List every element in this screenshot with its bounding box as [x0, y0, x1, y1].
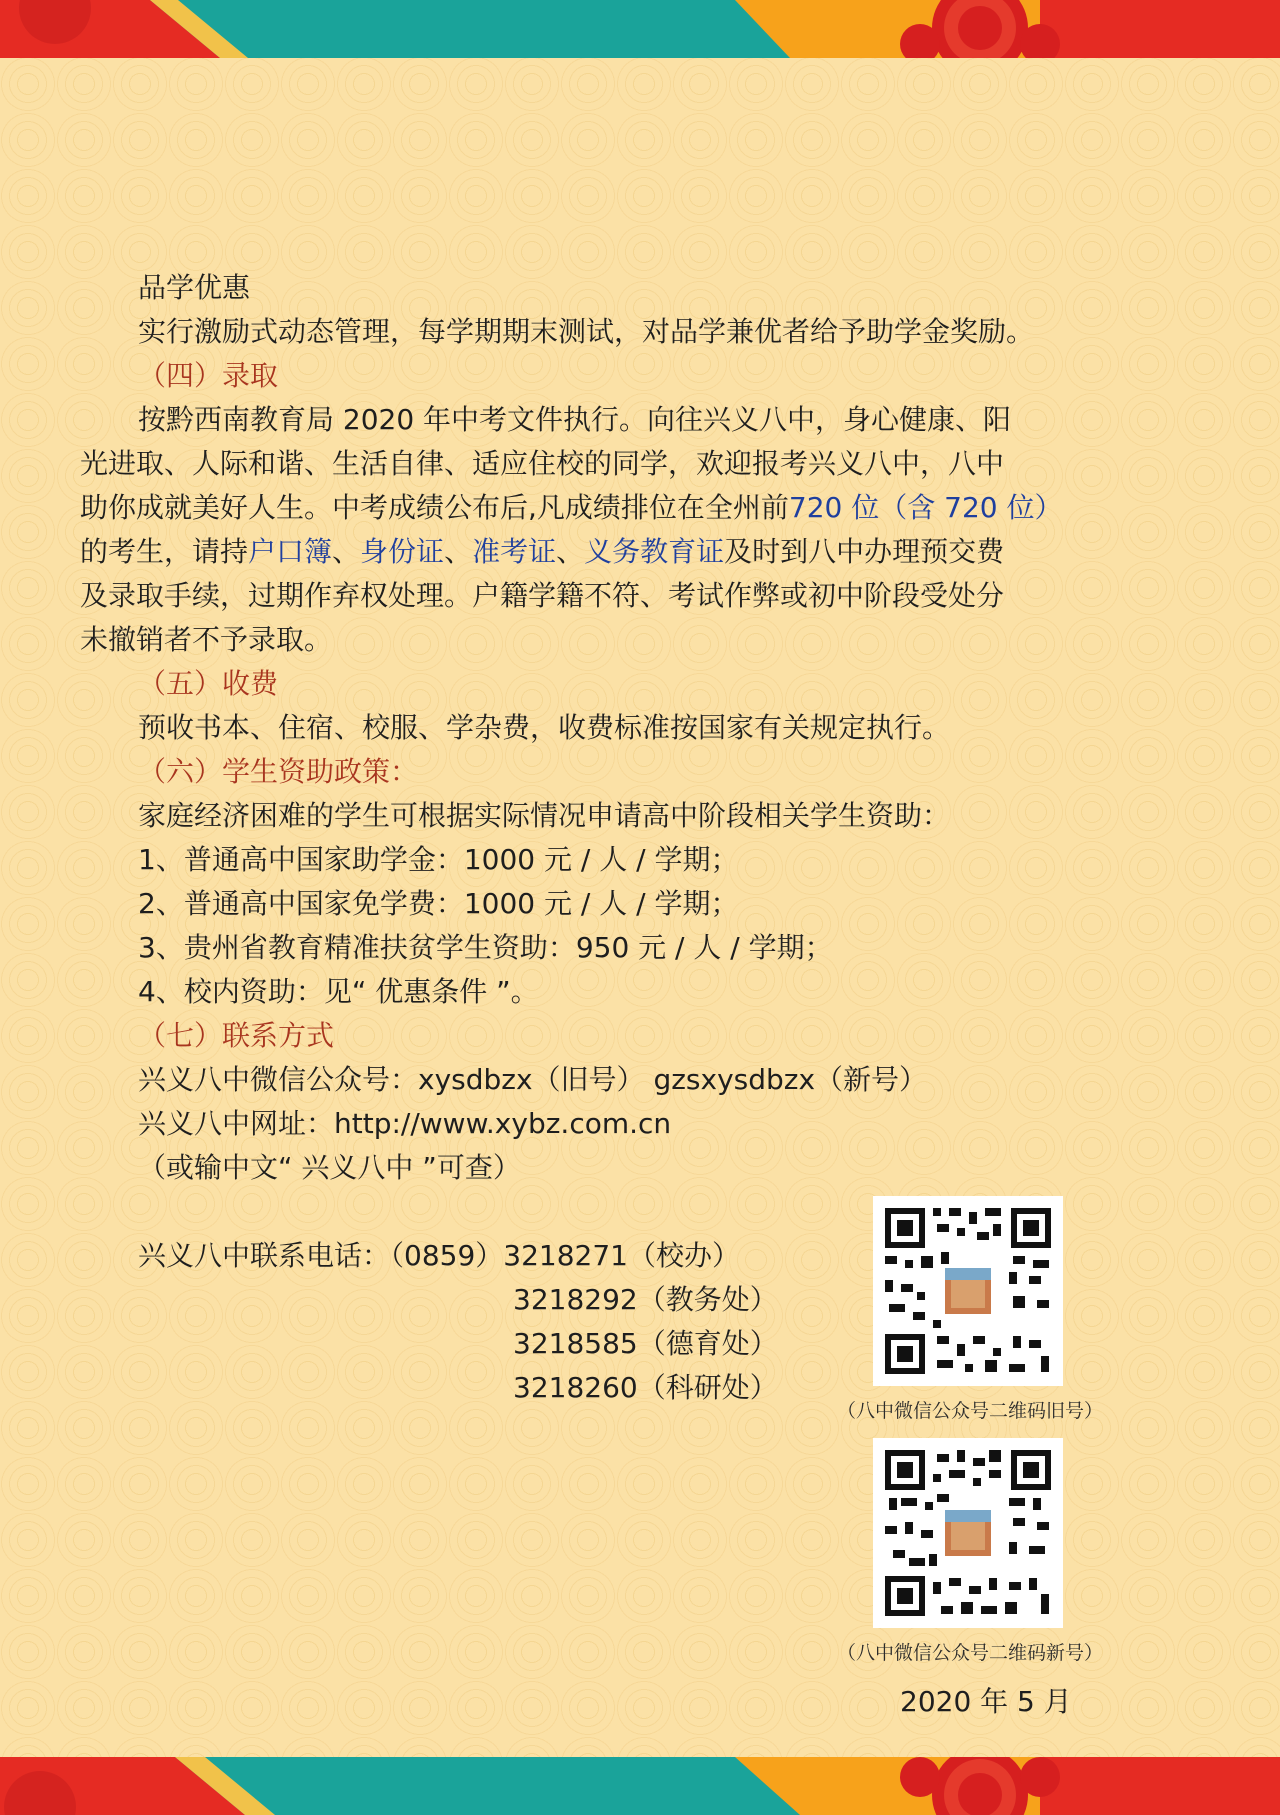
admission-text-6: 未撤销者不予录取。 — [80, 623, 333, 656]
wechat-accounts: 兴义八中微信公众号：xysdbzx（旧号） gzsxysdbzx（新号） — [138, 1063, 928, 1096]
qr-old-caption: （八中微信公众号二维码旧号） — [836, 1400, 1103, 1422]
doc-sep-2: 、 — [444, 535, 473, 568]
doc-sep-1: 、 — [332, 535, 361, 568]
admission-text-5: 及录取手续，过期作弃权处理。户籍学籍不符、考试作弊或初中阶段受处分 — [80, 579, 1005, 612]
admission-text-4-start: 的考生，请持 — [80, 535, 249, 568]
admission-text-4-end: 及时到八中办理预交费 — [724, 535, 1005, 568]
doc-household-register: 户口簿 — [248, 535, 333, 568]
admission-text-3 — [80, 486, 1063, 530]
aid-intro: 家庭经济困难的学生可根据实际情况申请高中阶段相关学生资助： — [138, 799, 951, 832]
qr-code-new — [873, 1438, 1063, 1628]
website: 兴义八中网址：http://www.xybz.com.cn — [138, 1107, 672, 1140]
doc-admission-ticket: 准考证 — [472, 535, 557, 568]
doc-id-card: 身份证 — [360, 535, 445, 568]
contact-phone-label: 兴义八中联系电话：（0859）3218271（校办） — [138, 1239, 740, 1272]
qr-new-caption: （八中微信公众号二维码新号） — [836, 1642, 1103, 1664]
aid-item-2: 2、普通高中国家免学费：1000 元 / 人 / 学期； — [138, 887, 739, 920]
qr-code-old — [873, 1196, 1063, 1386]
top-decorative-band — [0, 0, 1280, 58]
phone-academic-affairs: 3218292（教务处） — [513, 1283, 778, 1316]
aid-item-3: 3、贵州省教育精准扶贫学生资助：950 元 / 人 / 学期； — [138, 931, 833, 964]
qr-code-new-image — [873, 1438, 1063, 1628]
doc-compulsory-education-cert: 义务教育证 — [584, 535, 725, 568]
heading-fees: （五）收费 — [138, 667, 279, 700]
doc-sep-3: 、 — [556, 535, 585, 568]
phone-research: 3218260（科研处） — [513, 1371, 778, 1404]
admission-text-1: 按黔西南教育局 2020 年中考文件执行。向往兴义八中，身心健康、阳 — [138, 403, 1012, 436]
heading-contact: （七）联系方式 — [138, 1019, 335, 1052]
issue-date: 2020 年 5 月 — [900, 1685, 1072, 1718]
aid-item-4: 4、校内资助：见“ 优惠条件 ”。 — [138, 975, 539, 1008]
phone-moral-education: 3218585（德育处） — [513, 1327, 778, 1360]
admission-text-2: 光进取、人际和谐、生活自律、适应住校的同学，欢迎报考兴义八中，八中 — [80, 447, 1005, 480]
heading-aid-policy: （六）学生资助政策： — [138, 755, 419, 788]
rank-highlight: 720 位（含 720 位） — [788, 491, 1063, 524]
section-title-merit: 品学优惠 — [138, 271, 251, 304]
fees-text: 预收书本、住宿、校服、学杂费，收费标准按国家有关规定执行。 — [138, 711, 951, 744]
merit-text: 实行激励式动态管理，每学期期末测试，对品学兼优者给予助学金奖励。 — [138, 315, 1035, 348]
website-search-hint: （或输中文“ 兴义八中 ”可查） — [138, 1151, 521, 1184]
aid-item-1: 1、普通高中国家助学金：1000 元 / 人 / 学期； — [138, 843, 739, 876]
admission-text-4 — [80, 530, 1004, 574]
heading-admission: （四）录取 — [138, 359, 279, 392]
bottom-decorative-band — [0, 1757, 1280, 1815]
admission-text-3-plain: 助你成就美好人生。中考成绩公布后,凡成绩排位在全州前 — [80, 491, 789, 524]
qr-code-old-image — [873, 1196, 1063, 1386]
